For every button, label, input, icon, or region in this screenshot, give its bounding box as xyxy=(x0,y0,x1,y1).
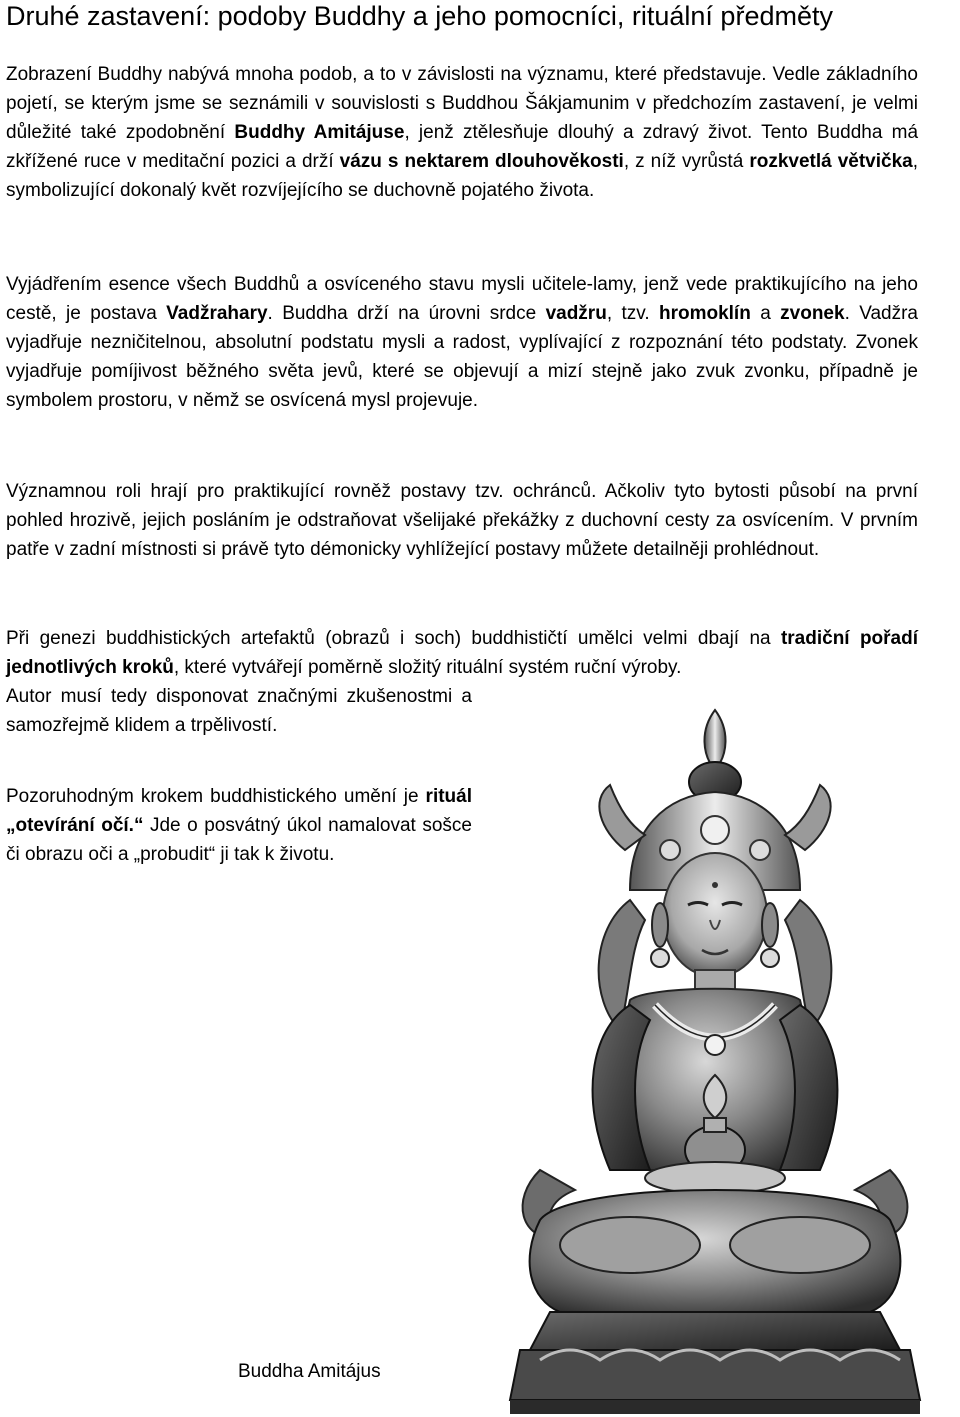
bold-term: tradiční pořadí jednotlivých kroků xyxy=(6,628,919,678)
bold-term: vázu s nektarem dlouhověkosti xyxy=(339,151,624,172)
text: , které vytvářejí poměrně složitý rituální systém ruční výroby. xyxy=(173,657,682,678)
buddha-amitayus-statue-image xyxy=(480,700,950,1417)
text: , tzv. xyxy=(606,303,659,324)
paragraph-protectors xyxy=(6,477,918,564)
paragraph-eye-opening xyxy=(6,782,472,869)
page-title: Druhé zastavení: podoby Buddhy a jeho pomocníci, rituální předměty xyxy=(6,1,833,31)
bold-term: rituál „otevírání očí.“ xyxy=(6,786,472,836)
bold-term: zvonek xyxy=(780,303,845,324)
figure-caption: Buddha Amitájus xyxy=(238,1361,381,1382)
text: Zobrazení Buddhy nabývá mnoha podob, a to v závislosti na významu, které představuje. Vedle základního pojetí, se kterým jsme se seznámili v souvislosti s Buddhou Šákjamunim v předchozím zastavení, je velmi důležité také zpodobnění xyxy=(6,64,918,143)
text: Autor musí tedy disponovat značnými zkušenostmi a samozřejmě klidem a trpělivostí. xyxy=(6,686,472,736)
text: a xyxy=(750,303,781,324)
text: Vyjádřením esence všech Buddhů a osvíceného stavu mysli učitele-lamy, jenž vede praktikujícího na jeho cestě, je postava xyxy=(6,274,918,324)
bold-term: hromoklín xyxy=(658,303,751,324)
text: , jenž ztělesňuje dlouhý a zdravý život. Tento Buddha má zkřížené ruce v meditační pozici a drží xyxy=(6,122,919,172)
text: Významnou roli hrají pro praktikující rovněž postavy tzv. ochránců. Ačkoliv tyto bytosti působí na první pohled hrozivě, jejich posláním je odstraňovat všelijaké překážky z duchovní cesty za osvícením. V prvním patře v zadní místnosti si právě tyto démonicky vyhlížející postavy můžete detailněji prohlédnout. xyxy=(6,481,918,560)
bold-term: Vadžrahary xyxy=(166,303,268,324)
text: . Vadžra vyjadřuje nezničitelnou, absolutní podstatu mysli a radost, vyplívající z rozpoznání této podstaty. Zvonek vyjadřuje pomíjivost běžného světa jevů, které se objevují a mizí stejně jako zvuk zvonku, případně je symbolem prostoru, v němž se osvícená mysl projevuje. xyxy=(6,303,919,411)
text: Jde o posvátný úkol namalovat sošce či obrazu oči a „probudit“ ji tak k životu. xyxy=(6,815,472,865)
text: , z níž vyrůstá xyxy=(623,151,750,172)
paragraph-amitayus xyxy=(6,60,918,205)
text: Při genezi buddhistických artefaktů (obrazů i soch) buddhističtí umělci velmi dbají na xyxy=(6,628,781,649)
bold-term: vadžru xyxy=(545,303,607,324)
text: , symbolizující dokonalý květ rozvíjejícího se duchovně pojatého života. xyxy=(6,151,919,201)
text: . Buddha drží na úrovni srdce xyxy=(267,303,546,324)
bold-term: rozkvetlá větvička xyxy=(749,151,913,172)
paragraph-vajradhara xyxy=(6,270,918,415)
bold-term: Buddhy Amitájuse xyxy=(234,122,405,143)
text: Pozoruhodným krokem buddhistického umění je xyxy=(6,786,426,807)
